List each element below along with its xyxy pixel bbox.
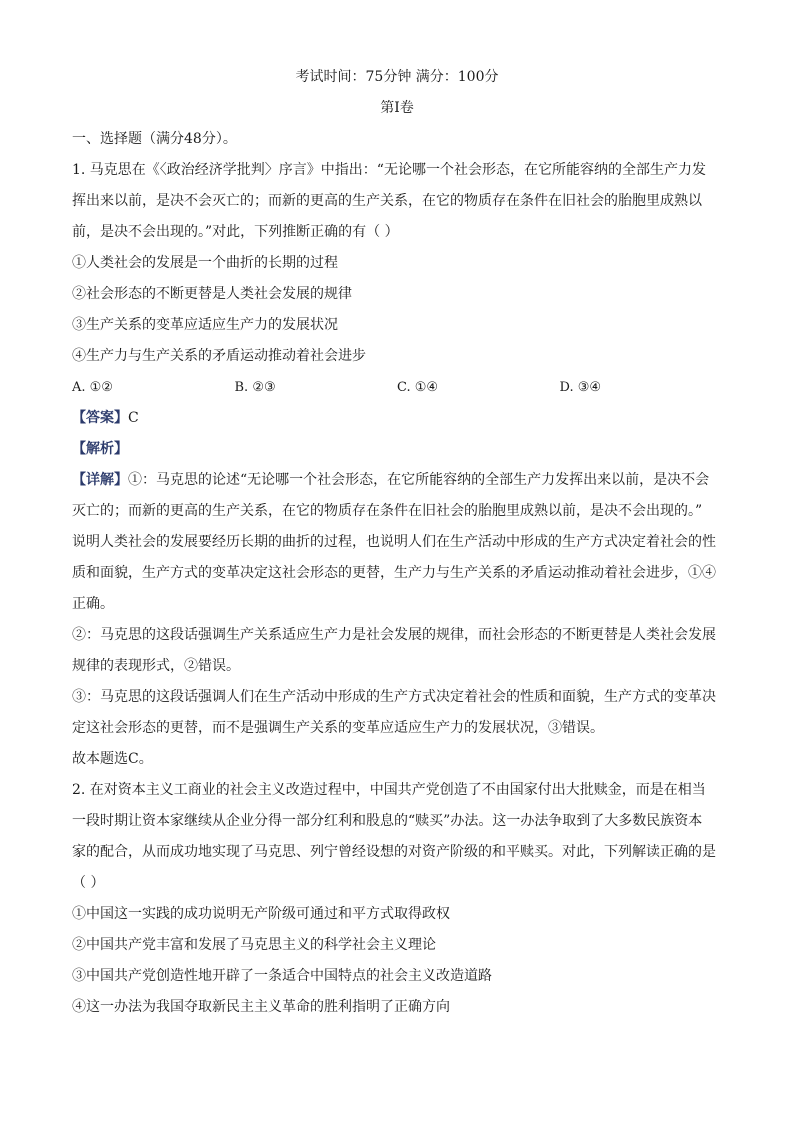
q1-option-a: A. ①②: [72, 380, 113, 395]
q1-detail-line: [72, 465, 722, 496]
q1-answer: [72, 403, 722, 434]
q2-stem-line: （ ）: [72, 875, 105, 891]
section-title: 一、选择题（满分48分）。: [72, 131, 237, 147]
q1-option-d: D. ③④: [559, 380, 602, 395]
question-2: [72, 775, 722, 1023]
q1-conclusion: 故本题选C。: [72, 751, 153, 767]
q1-detail-line: ②：马克思的这段话强调生产关系适应生产力是社会发展的规律，而社会形态的不断更替是人类社会发展: [72, 627, 716, 643]
detail-tag: 【详解】: [72, 472, 128, 488]
q1-stem-line: 挥出来以前，是决不会灭亡的；而新的更高的生产关系，在它的物质存在条件在旧社会的胎胞里成熟以: [72, 193, 702, 209]
q2-item-3: ③中国共产党创造性地开辟了一条适合中国特点的社会主义改造道路: [72, 968, 492, 984]
q1-item-1: ①人类社会的发展是一个曲折的长期的过程: [72, 255, 338, 271]
q1-detail-line: 说明人类社会的发展要经历长期的曲折的过程，也说明人们在生产活动中形成的生产方式决定着社会的性: [72, 534, 716, 550]
q2-item-1: ①中国这一实践的成功说明无产阶级可通过和平方式取得政权: [72, 906, 450, 922]
q1-analysis: [72, 434, 722, 465]
q1-options: [72, 372, 722, 403]
exam-page: [72, 62, 722, 1023]
q2-stem-line: 2. 在对资本主义工商业的社会主义改造过程中，中国共产党创造了不由国家付出大批赎金，而是在相当: [72, 782, 706, 798]
question-1: [72, 155, 722, 775]
q1-item-2: ②社会形态的不断更替是人类社会发展的规律: [72, 286, 352, 302]
exam-info: 考试时间：75分钟 满分：100分: [295, 69, 499, 85]
q1-detail-line: 质和面貌，生产方式的变革决定这社会形态的更替，生产力与生产关系的矛盾运动推动着社会进步，①④: [72, 565, 716, 581]
answer-tag: 【答案】: [72, 410, 128, 426]
q1-option-c: C. ①④: [397, 380, 439, 395]
q1-item-4: ④生产力与生产关系的矛盾运动推动着社会进步: [72, 348, 366, 364]
answer-value: C: [128, 410, 139, 426]
q2-item-2: ②中国共产党丰富和发展了马克思主义的科学社会主义理论: [72, 937, 436, 953]
q1-item-3: ③生产关系的变革应适应生产力的发展状况: [72, 317, 338, 333]
volume-title: 第Ⅰ卷: [380, 100, 414, 116]
q1-detail-line: ③：马克思的这段话强调人们在生产活动中形成的生产方式决定着社会的性质和面貌，生产方式的变革决: [72, 689, 716, 705]
q1-option-b: B. ②③: [234, 380, 276, 395]
q2-item-4: ④这一办法为我国夺取新民主主义革命的胜利指明了正确方向: [72, 999, 450, 1015]
detail-text: ①：马克思的论述“无论哪一个社会形态，在它所能容纳的全部生产力发挥出来以前，是决不会: [128, 472, 710, 488]
q2-stem-line: 一段时期让资本家继续从企业分得一部分红利和股息的“赎买”办法。这一办法争取到了大多数民族资本: [72, 813, 703, 829]
q1-stem-line: 前，是决不会出现的。”对此，下列推断正确的有（ ）: [72, 224, 399, 240]
q1-stem-line: 1. 马克思在《〈政治经济学批判〉序言》中指出：“无论哪一个社会形态，在它所能容纳的全部生产力发: [72, 162, 706, 178]
q1-detail-line: 灭亡的；而新的更高的生产关系，在它的物质存在条件在旧社会的胎胞里成熟以前，是决不会出现的。”: [72, 503, 703, 519]
q2-stem-line: 家的配合，从而成功地实现了马克思、列宁曾经设想的对资产阶级的和平赎买。对此，下列解读正确的是: [72, 844, 716, 860]
q1-detail-line: 定这社会形态的更替，而不是强调生产关系的变革应适应生产力的发展状况，③错误。: [72, 720, 604, 736]
q1-detail-line: 规律的表现形式，②错误。: [72, 658, 240, 674]
analysis-tag: 【解析】: [72, 441, 128, 457]
q1-detail-line: 正确。: [72, 596, 114, 612]
